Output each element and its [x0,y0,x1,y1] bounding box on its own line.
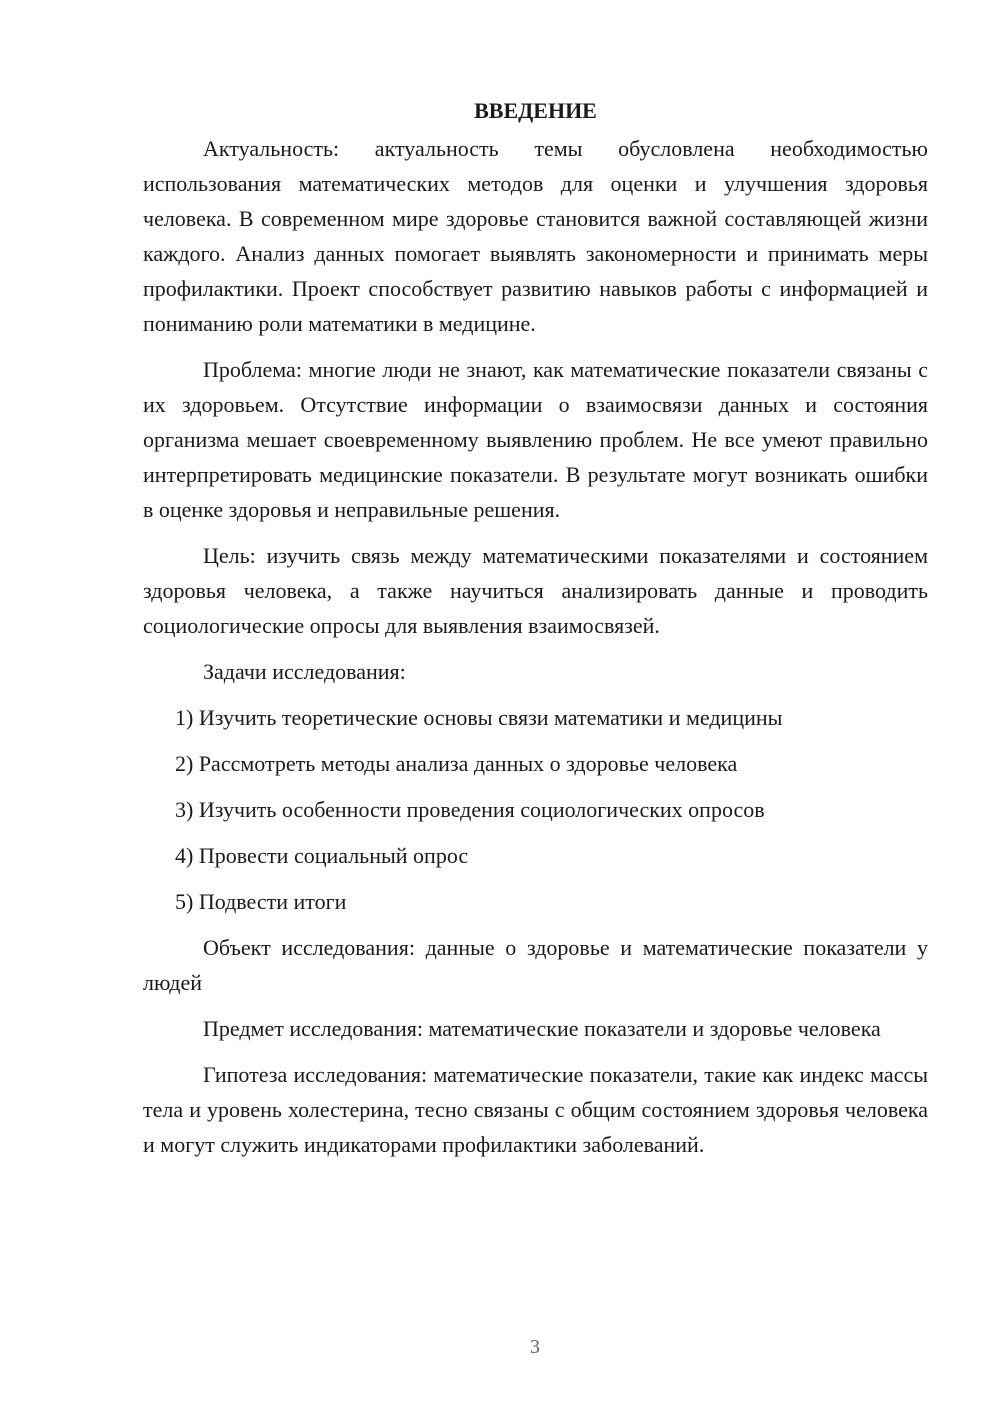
page-number: 3 [530,1336,540,1358]
page-title: ВВЕДЕНИЕ [474,98,597,123]
task-item: 5) Подвести итоги [175,889,347,914]
tasks-heading: Задачи исследования: [203,659,406,684]
task-item: 1) Изучить теоретические основы связи математики и медицины [175,705,783,730]
relevance-paragraph: Актуальность: актуальность темы обусловлена необходимостью использования математических методов для оценки и улучшения здоровья человека. В современном мире здоровье становится важной составляющей жизни каждого. Анализ данных помогает выявлять закономерности и принимать меры профилактики. Проект способствует развитию навыков работы с информацией и пониманию роли математики в медицине. [143,136,928,336]
object-paragraph: Объект исследования: данные о здоровье и математические показатели у людей [143,935,928,995]
goal-paragraph: Цель: изучить связь между математическими показателями и состоянием здоровья человека, а также научиться анализировать данные и проводить социологические опросы для выявления взаимосвязей. [143,543,928,638]
subject-paragraph: Предмет исследования: математические показатели и здоровье человека [203,1016,881,1041]
hypothesis-paragraph: Гипотеза исследования: математические показатели, такие как индекс массы тела и уровень холестерина, тесно связаны с общим состоянием здоровья человека и могут служить индикаторами профилактики заболеваний. [143,1062,928,1157]
task-item: 4) Провести социальный опрос [175,843,469,868]
task-item: 3) Изучить особенности проведения социологических опросов [175,797,765,822]
problem-paragraph: Проблема: многие люди не знают, как математические показатели связаны с их здоровьем. Отсутствие информации о взаимосвязи данных и состояния организма мешает своевременному выявлению проблем. Не все умеют правильно интерпретировать медицинские показатели. В результате могут возникать ошибки в оценке здоровья и неправильные решения. [143,357,928,522]
task-item: 2) Рассмотреть методы анализа данных о здоровье человека [175,751,738,776]
document-body [143,93,928,1173]
